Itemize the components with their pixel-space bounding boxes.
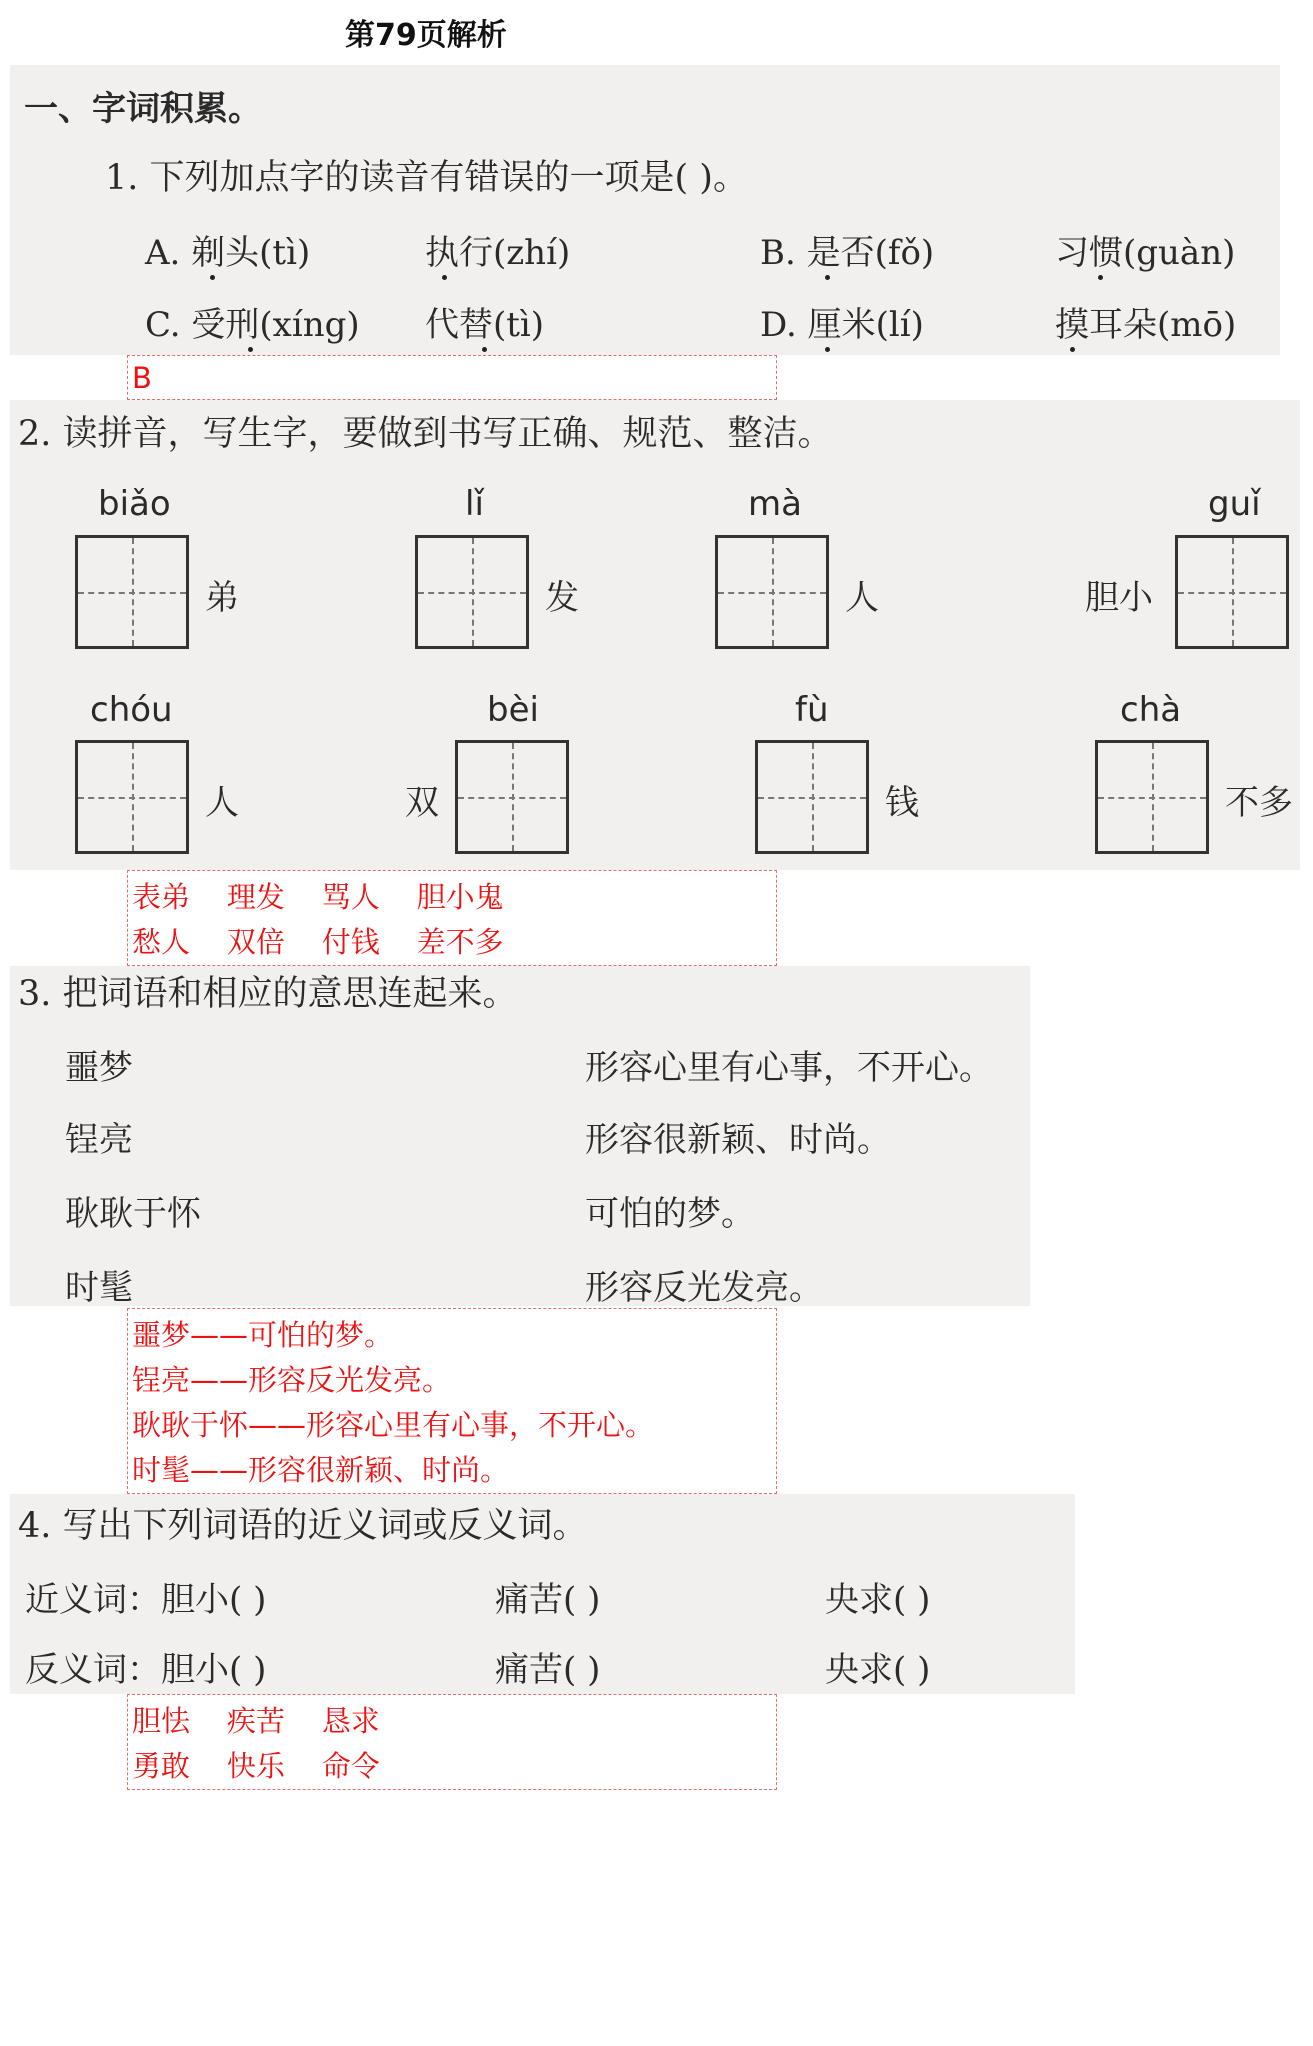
grid-suffix: 人: [845, 578, 879, 618]
writing-grid[interactable]: [455, 740, 569, 854]
writing-grid[interactable]: [415, 535, 529, 649]
emphasis-dot: [248, 347, 253, 352]
answer-line: 愁人 双倍 付钱 差不多: [132, 925, 504, 959]
page-title: 第79页解析: [345, 18, 507, 53]
writing-grid[interactable]: [1175, 535, 1289, 649]
option-a: A. 剃头(tì): [145, 233, 311, 273]
question-4: 4. 写出下列词语的近义词或反义词。: [18, 1506, 588, 1546]
option-c-extra: 代替(tì): [425, 305, 545, 345]
option-c: C. 受刑(xíng): [145, 305, 360, 345]
answer-line: 噩梦——可怕的梦。: [132, 1318, 394, 1352]
option-b-extra: 习惯(guàn): [1055, 233, 1236, 273]
grid-suffix: 弟: [205, 578, 239, 618]
grid-prefix: 胆小: [1085, 578, 1153, 618]
answer-box-4: [127, 1694, 777, 1790]
term-left: 耿耿于怀: [65, 1194, 201, 1234]
term-left: 锃亮: [65, 1120, 133, 1160]
meaning-right: 形容心里有心事，不开心。: [585, 1048, 993, 1088]
question-2: 2. 读拼音，写生字，要做到书写正确、规范、整洁。: [18, 414, 833, 454]
answer-box-3: [127, 1308, 777, 1494]
grid-suffix: 人: [205, 783, 239, 823]
section-2-scan: [10, 400, 1300, 870]
meaning-right: 形容很新颖、时尚。: [585, 1120, 891, 1160]
antonym-item: 痛苦( ): [495, 1650, 601, 1690]
option-d: D. 厘米(lí): [760, 305, 924, 345]
grid-suffix: 钱: [885, 783, 919, 823]
pinyin: guǐ: [1208, 484, 1261, 524]
emphasis-dot: [825, 275, 830, 280]
pinyin: chà: [1120, 690, 1182, 730]
answer-box-2: [127, 870, 777, 966]
meaning-right: 形容反光发亮。: [585, 1268, 823, 1308]
emphasis-dot: [1098, 275, 1103, 280]
term-left: 时髦: [65, 1268, 133, 1308]
option-d-extra: 摸耳朵(mō): [1055, 305, 1237, 345]
section-4-scan: [10, 1494, 1075, 1694]
emphasis-dot: [442, 275, 447, 280]
writing-grid[interactable]: [715, 535, 829, 649]
meaning-right: 可怕的梦。: [585, 1194, 755, 1234]
answer-line: 锃亮——形容反光发亮。: [132, 1363, 452, 1397]
writing-grid[interactable]: [1095, 740, 1209, 854]
emphasis-dot: [1070, 347, 1075, 352]
answer-line: 时髦——形容很新颖、时尚。: [132, 1453, 510, 1487]
grid-suffix: 发: [545, 578, 579, 618]
question-3: 3. 把词语和相应的意思连起来。: [18, 974, 518, 1014]
answer-line: 耿耿于怀——形容心里有心事，不开心。: [132, 1408, 655, 1442]
section-heading: 一、字词积累。: [24, 89, 262, 129]
pinyin: mà: [748, 484, 802, 524]
emphasis-dot: [825, 347, 830, 352]
pinyin: fù: [795, 690, 829, 730]
writing-grid[interactable]: [755, 740, 869, 854]
option-a-extra: 执行(zhí): [425, 233, 571, 273]
answer-line: 勇敢 快乐 命令: [132, 1749, 380, 1783]
term-left: 噩梦: [65, 1048, 133, 1088]
synonym-row-label: 近义词：胆小( ): [25, 1580, 267, 1620]
answer-text: B: [132, 361, 152, 395]
pinyin: biǎo: [98, 484, 171, 524]
synonym-item: 央求( ): [825, 1580, 931, 1620]
pinyin: bèi: [487, 690, 539, 730]
answer-box-1: [127, 355, 777, 400]
grid-prefix: 双: [405, 783, 439, 823]
pinyin: lǐ: [465, 484, 484, 524]
writing-grid[interactable]: [75, 740, 189, 854]
emphasis-dot: [482, 347, 487, 352]
pinyin: chóu: [90, 690, 173, 730]
antonym-row-label: 反义词：胆小( ): [25, 1650, 267, 1690]
question-1: 1. 下列加点字的读音有错误的一项是( )。: [105, 158, 748, 198]
grid-suffix: 不多: [1225, 783, 1293, 823]
answer-line: 胆怯 疾苦 恳求: [132, 1704, 380, 1738]
section-3-scan: [10, 966, 1030, 1306]
antonym-item: 央求( ): [825, 1650, 931, 1690]
writing-grid[interactable]: [75, 535, 189, 649]
section-1-scan: [10, 65, 1280, 355]
synonym-item: 痛苦( ): [495, 1580, 601, 1620]
option-b: B. 是否(fǒ): [760, 233, 935, 273]
answer-line: 表弟 理发 骂人 胆小鬼: [132, 880, 504, 914]
emphasis-dot: [210, 275, 215, 280]
